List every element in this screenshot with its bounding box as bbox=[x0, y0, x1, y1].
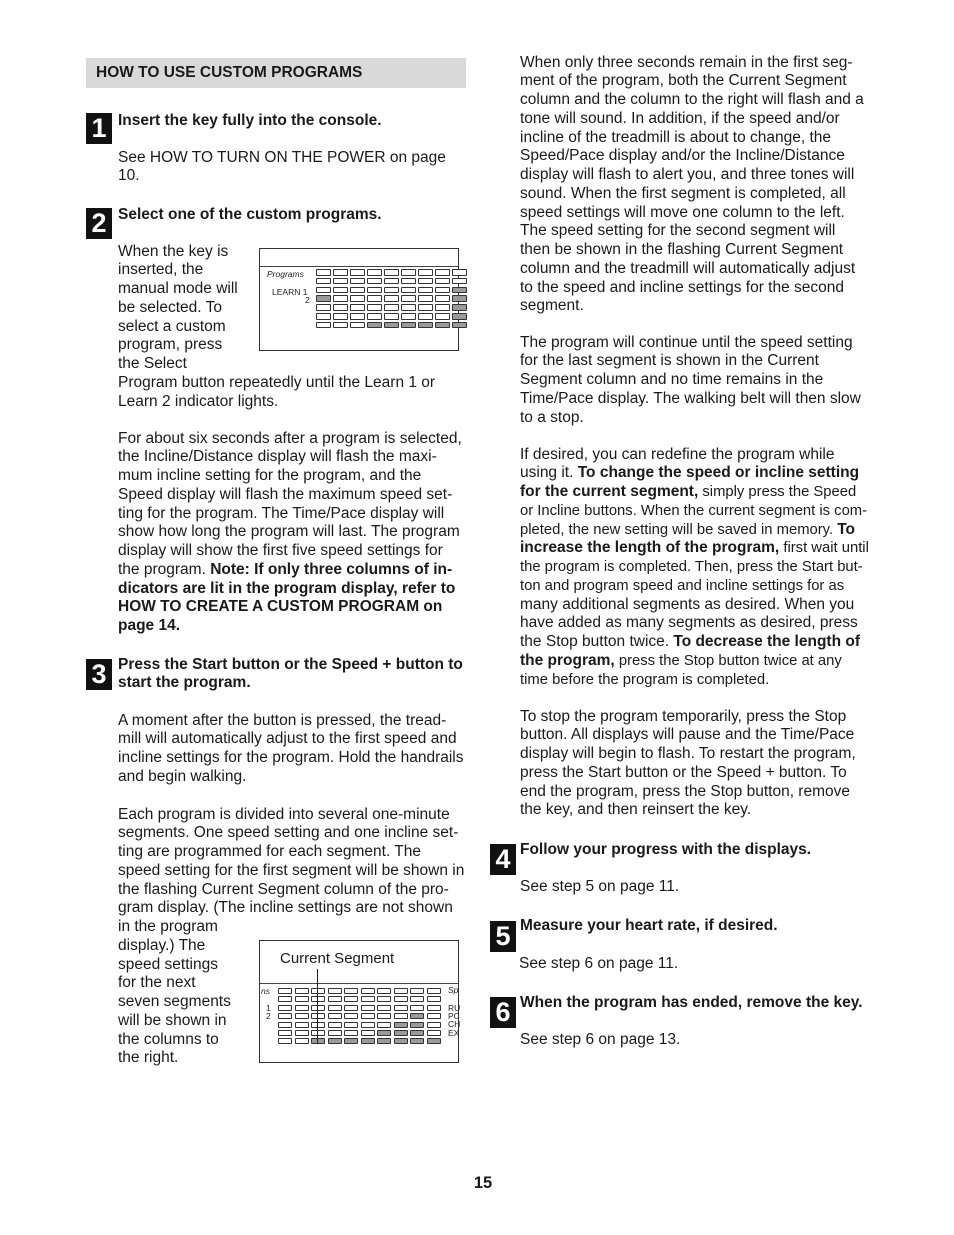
section-header-bar bbox=[86, 58, 466, 88]
indicator-cell bbox=[361, 1013, 375, 1019]
programs-label-partial: ns bbox=[261, 986, 270, 996]
indicator-cell bbox=[328, 1022, 342, 1028]
indicator-cell bbox=[418, 295, 433, 302]
indicator-cell bbox=[367, 269, 382, 276]
indicator-cell bbox=[311, 996, 325, 1002]
indicator-cell bbox=[350, 287, 365, 294]
indicator-cell bbox=[316, 287, 331, 294]
step-4-number: 4 bbox=[490, 844, 516, 875]
indicator-cell bbox=[418, 278, 433, 285]
indicator-cell bbox=[328, 996, 342, 1002]
indicator-cell-lit bbox=[394, 1030, 408, 1036]
indicator-cell bbox=[328, 988, 342, 994]
mode-label-ch: CH bbox=[448, 1019, 461, 1030]
indicator-cell bbox=[278, 1022, 292, 1028]
indicator-cell bbox=[384, 269, 399, 276]
step-1-text: See HOW TO TURN ON THE POWER on page 10. bbox=[118, 148, 446, 185]
indicator-cell bbox=[344, 1013, 358, 1019]
learn-2-label-partial: 2 bbox=[266, 1011, 271, 1021]
indicator-cell bbox=[350, 269, 365, 276]
paragraph-text: first wait until the program is completed. Then, press the Start but- ton and program speed and incline settings for as bbox=[520, 540, 869, 594]
indicator-cell bbox=[328, 1013, 342, 1019]
indicator-cell bbox=[295, 1038, 309, 1044]
indicator-cell bbox=[316, 304, 331, 311]
indicator-cell bbox=[401, 313, 416, 320]
indicator-cell bbox=[418, 269, 433, 276]
indicator-cell bbox=[410, 996, 424, 1002]
indicator-cell bbox=[311, 1013, 325, 1019]
indicator-cell-lit bbox=[377, 1030, 391, 1036]
indicator-cell bbox=[427, 1013, 441, 1019]
indicator-cell-lit bbox=[452, 304, 467, 311]
step-5-text: See step 6 on page 11. bbox=[519, 954, 679, 972]
indicator-cell bbox=[367, 287, 382, 294]
indicator-cell bbox=[278, 1005, 292, 1011]
indicator-cell-lit bbox=[410, 1030, 424, 1036]
indicator-cell bbox=[361, 996, 375, 1002]
indicator-cell-lit bbox=[452, 322, 467, 329]
indicator-cell bbox=[377, 1013, 391, 1019]
indicator-cell-lit bbox=[377, 1038, 391, 1044]
indicator-cell bbox=[295, 1030, 309, 1036]
indicator-cell bbox=[427, 1030, 441, 1036]
indicator-cell bbox=[367, 304, 382, 311]
indicator-cell bbox=[344, 988, 358, 994]
indicator-cell-lit bbox=[452, 313, 467, 320]
indicator-cell bbox=[311, 988, 325, 994]
indicator-cell-lit bbox=[452, 295, 467, 302]
step-6-text: See step 6 on page 13. bbox=[520, 1030, 681, 1048]
indicator-cell bbox=[361, 988, 375, 994]
indicator-cell bbox=[435, 304, 450, 311]
indicator-cell bbox=[344, 1022, 358, 1028]
indicator-cell bbox=[333, 269, 348, 276]
indicator-cell bbox=[384, 278, 399, 285]
indicator-cell bbox=[452, 269, 467, 276]
indicator-cell-lit bbox=[427, 1038, 441, 1044]
indicator-cell bbox=[418, 304, 433, 311]
indicator-cell bbox=[278, 1013, 292, 1019]
indicator-cell bbox=[427, 988, 441, 994]
indicator-cell bbox=[361, 1030, 375, 1036]
indicator-cell bbox=[333, 322, 348, 329]
indicator-cell-lit bbox=[435, 322, 450, 329]
step-5-heading: Measure your heart rate, if desired. bbox=[520, 916, 778, 934]
emphasis-text: To decrease the length of the program, bbox=[520, 633, 860, 669]
indicator-cell bbox=[377, 1005, 391, 1011]
speed-label-partial: Sp bbox=[448, 985, 459, 995]
indicator-cell bbox=[350, 322, 365, 329]
indicator-cell bbox=[316, 269, 331, 276]
segment-indicator-grid bbox=[260, 941, 461, 1062]
indicator-cell bbox=[377, 1022, 391, 1028]
indicator-cell bbox=[333, 313, 348, 320]
step-4-text: See step 5 on page 11. bbox=[520, 877, 680, 895]
indicator-cell-lit bbox=[410, 1022, 424, 1028]
indicator-cell bbox=[435, 295, 450, 302]
indicator-cell bbox=[427, 1005, 441, 1011]
indicator-cell bbox=[401, 304, 416, 311]
current-segment-figure bbox=[259, 940, 459, 1063]
indicator-cell bbox=[427, 1022, 441, 1028]
step-2-paragraph-1: When the key is inserted, the manual mode will be selected. To select a custom program, press the Select Program button repeatedly until the Learn 1 or Learn 2 indicator lights. bbox=[118, 242, 436, 410]
indicator-cell bbox=[278, 996, 292, 1002]
indicator-cell bbox=[418, 287, 433, 294]
paragraph-text: simply press the Speed or Incline buttons. When the current segment is com- pleted, the new setting will be saved in memory. bbox=[520, 484, 868, 538]
indicator-cell bbox=[344, 1030, 358, 1036]
learn-1-label-partial: 1 bbox=[266, 1003, 271, 1013]
indicator-cell bbox=[295, 1005, 309, 1011]
step-2-paragraph-2 bbox=[118, 430, 462, 636]
step-6-number: 6 bbox=[490, 997, 516, 1028]
indicator-cell bbox=[333, 304, 348, 311]
indicator-cell bbox=[394, 1013, 408, 1019]
mode-label-pc: PC bbox=[448, 1010, 460, 1021]
program-end-paragraph: The program will continue until the speed setting for the last segment is shown in the Current Segment column and no time remains in the Time/Pace display. The walking belt will then slow to a stop. bbox=[520, 333, 861, 426]
programs-label: Programs bbox=[267, 269, 304, 279]
indicator-cell bbox=[384, 287, 399, 294]
indicator-cell bbox=[278, 988, 292, 994]
redefine-program-paragraph bbox=[520, 446, 869, 690]
mode-label-ru: RU bbox=[448, 1002, 461, 1013]
indicator-cell bbox=[452, 278, 467, 285]
indicator-cell bbox=[328, 1005, 342, 1011]
indicator-cell-lit bbox=[384, 322, 399, 329]
indicator-cell bbox=[295, 1013, 309, 1019]
indicator-cell bbox=[333, 295, 348, 302]
indicator-cell bbox=[316, 322, 331, 329]
indicator-cell bbox=[401, 278, 416, 285]
indicator-cell-lit bbox=[452, 287, 467, 294]
indicator-cell bbox=[350, 304, 365, 311]
indicator-cell bbox=[394, 996, 408, 1002]
indicator-cell bbox=[435, 278, 450, 285]
indicator-cell bbox=[367, 278, 382, 285]
note-text: Note: If only three columns of in- dicators are lit in the program display, refer to HOW TO CREATE A CUSTOM PROGRAM on page 14. bbox=[118, 560, 456, 634]
indicator-cell bbox=[295, 1022, 309, 1028]
indicator-cell-lit bbox=[394, 1038, 408, 1044]
indicator-cell bbox=[435, 287, 450, 294]
section-title: HOW TO USE CUSTOM PROGRAMS bbox=[96, 64, 363, 81]
mode-label-ex: EX bbox=[448, 1027, 460, 1038]
indicator-cell bbox=[418, 313, 433, 320]
indicator-cell bbox=[394, 988, 408, 994]
paragraph-text: press the Stop button twice at any time before the program is completed. bbox=[520, 652, 842, 688]
step-3-paragraph-2: Each program is divided into several one-minute segments. One speed setting and one incline set- ting are programmed for each segment. The speed setting for the first segment will be shown in the flashing Current Segment column of the pro- gram display. (The incline settings are not shown in the program display.) The speed settings for the next seven segments will be shown in the columns to the right. bbox=[118, 805, 465, 1067]
indicator-cell-lit bbox=[361, 1038, 375, 1044]
indicator-cell bbox=[367, 295, 382, 302]
step-1-heading: Insert the key fully into the console. bbox=[118, 111, 382, 129]
indicator-cell bbox=[295, 996, 309, 1002]
program-display-figure bbox=[259, 248, 459, 351]
indicator-cell bbox=[344, 996, 358, 1002]
indicator-cell bbox=[328, 1030, 342, 1036]
indicator-cell bbox=[367, 313, 382, 320]
indicator-cell bbox=[311, 1030, 325, 1036]
paragraph-text: many additional segments as desired. When you have added as many segments as desired, press the Stop button twice. bbox=[520, 595, 858, 650]
segment-change-paragraph: When only three seconds remain in the first seg- ment of the program, both the Current Segment column and the column to the right will flash and a tone will sound. In addition, if the speed and/or incline of the treadmill is about to change, the Speed/Pace display and/or the Incline/Distance display will flash to alert you, and three tones will sound. When the first segment is completed, all speed settings will move one column to the left. The speed setting for the second segment will then be shown in the flashing Current Segment column and the treadmill will automatically adjust to the speed and incline settings for the second segment. bbox=[520, 53, 864, 315]
indicator-cell-lit bbox=[410, 1013, 424, 1019]
indicator-cell-lit bbox=[328, 1038, 342, 1044]
current-segment-label: Current Segment bbox=[280, 950, 395, 967]
indicator-cell bbox=[278, 1030, 292, 1036]
indicator-cell-lit bbox=[410, 1038, 424, 1044]
step-4-heading: Follow your progress with the displays. bbox=[520, 840, 812, 858]
indicator-cell bbox=[350, 278, 365, 285]
indicator-cell bbox=[435, 269, 450, 276]
stop-program-paragraph: To stop the program temporarily, press the Stop button. All displays will pause and the Time/Pace display will begin to flash. To restart the program, press the Start button or the Speed + button. To end the program, press the Stop button, remove the key, and then reinsert the key. bbox=[520, 707, 856, 819]
step-3-paragraph-1: A moment after the button is pressed, the tread- mill will automatically adjust to the first speed and incline settings for the program. Hold the handrails and begin walking. bbox=[118, 711, 464, 785]
indicator-cell bbox=[311, 1022, 325, 1028]
step-3-number: 3 bbox=[86, 659, 112, 690]
current-segment-pointer-line bbox=[317, 969, 318, 1044]
indicator-cell bbox=[401, 295, 416, 302]
indicator-cell bbox=[410, 1005, 424, 1011]
step-6-heading: When the program has ended, remove the key. bbox=[520, 993, 863, 1011]
indicator-cell bbox=[361, 1005, 375, 1011]
indicator-cell bbox=[295, 988, 309, 994]
indicator-cell bbox=[278, 1038, 292, 1044]
program-indicator-grid bbox=[260, 249, 458, 350]
indicator-cell bbox=[427, 996, 441, 1002]
indicator-cell bbox=[333, 287, 348, 294]
indicator-cell bbox=[311, 1005, 325, 1011]
emphasis-text: To change the speed or incline setting for the current segment, bbox=[520, 464, 860, 500]
emphasis-text: To increase the length of the program, bbox=[520, 520, 855, 557]
step-3-heading: Press the Start button or the Speed + button to start the program. bbox=[118, 655, 463, 692]
indicator-cell bbox=[401, 287, 416, 294]
indicator-cell bbox=[435, 313, 450, 320]
indicator-cell bbox=[316, 313, 331, 320]
indicator-cell bbox=[316, 278, 331, 285]
indicator-cell-lit bbox=[344, 1038, 358, 1044]
step-2-number: 2 bbox=[86, 208, 112, 239]
indicator-cell bbox=[344, 1005, 358, 1011]
paragraph-text: For about six seconds after a program is selected, the Incline/Distance display will flash the maxi- mum incline setting for the program, and the Speed display will flash the maximum speed set- ting for the program. The Time/Pace display will show how long the program will last. The program display will show the first five speed settings for the program. bbox=[118, 429, 462, 578]
page-number: 15 bbox=[473, 1174, 493, 1192]
step-2-heading: Select one of the custom programs. bbox=[118, 205, 382, 223]
indicator-cell bbox=[333, 278, 348, 285]
learn-1-label: LEARN 1 bbox=[272, 287, 308, 297]
indicator-cell bbox=[410, 988, 424, 994]
indicator-cell-lit bbox=[316, 295, 331, 302]
paragraph-text: If desired, you can redefine the program while using it. bbox=[520, 445, 835, 482]
indicator-cell bbox=[384, 295, 399, 302]
indicator-cell bbox=[384, 304, 399, 311]
step-5-number: 5 bbox=[490, 921, 516, 952]
indicator-cell bbox=[377, 996, 391, 1002]
indicator-cell bbox=[350, 313, 365, 320]
indicator-cell-lit bbox=[394, 1022, 408, 1028]
indicator-cell bbox=[377, 988, 391, 994]
indicator-cell-lit bbox=[367, 322, 382, 329]
indicator-cell bbox=[350, 295, 365, 302]
indicator-cell-lit bbox=[311, 1038, 325, 1044]
indicator-cell-lit bbox=[418, 322, 433, 329]
learn-2-label: 2 bbox=[305, 295, 310, 305]
indicator-cell bbox=[384, 313, 399, 320]
indicator-cell bbox=[394, 1005, 408, 1011]
indicator-cell bbox=[361, 1022, 375, 1028]
step-1-number: 1 bbox=[86, 113, 112, 144]
indicator-cell bbox=[401, 269, 416, 276]
indicator-cell-lit bbox=[401, 322, 416, 329]
